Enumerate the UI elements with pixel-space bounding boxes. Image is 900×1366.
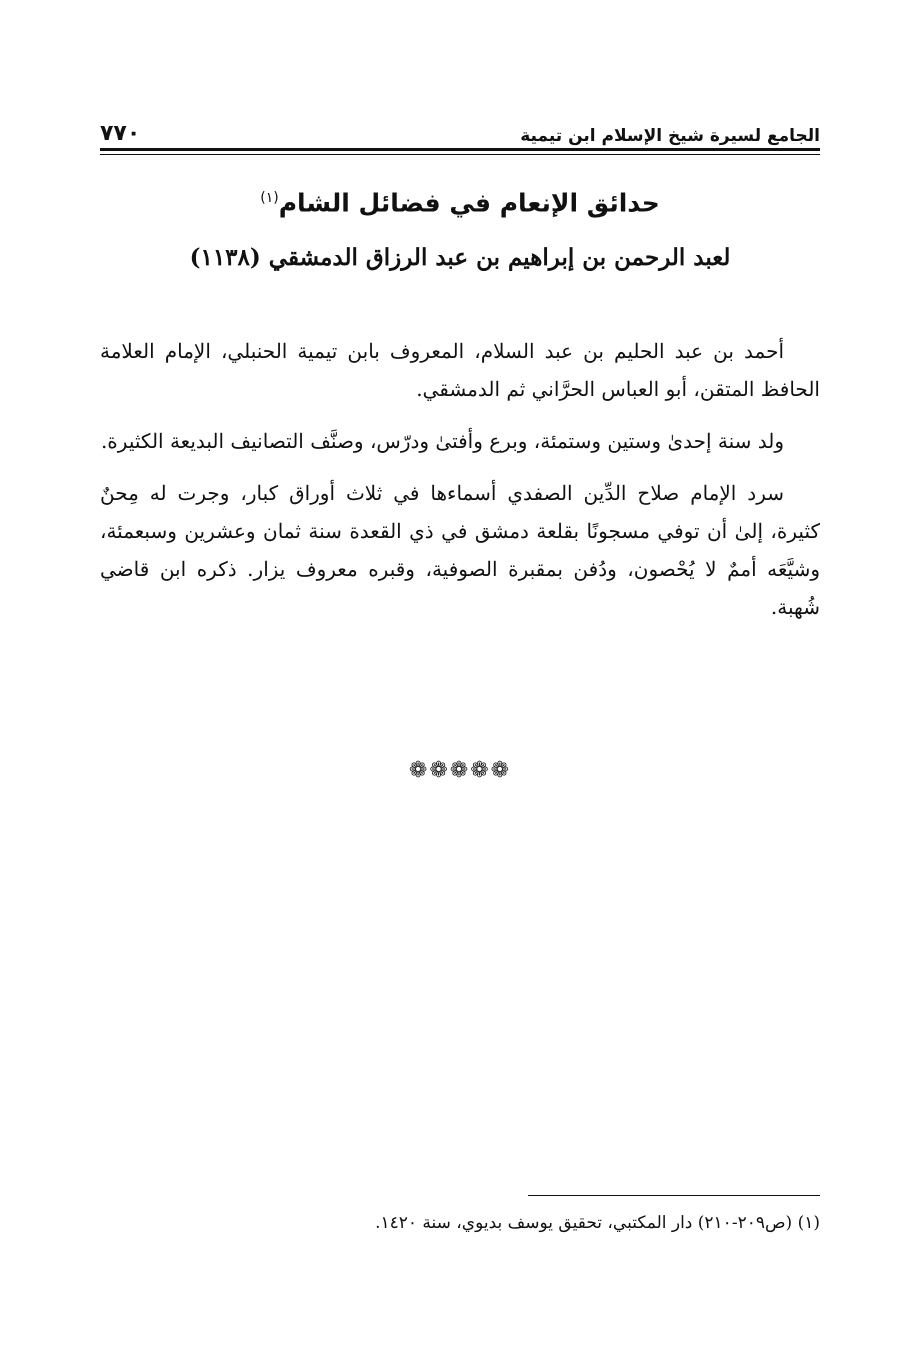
header-rule-thin xyxy=(100,154,820,155)
header-rule-thick xyxy=(100,148,820,151)
running-header xyxy=(100,116,820,146)
body-text xyxy=(100,332,820,640)
footnote-rule xyxy=(528,1195,820,1196)
section-title xyxy=(100,178,820,223)
footnote: (١) (ص٢٠٩-٢١٠) دار المكتبي، تحقيق يوسف بديوي، سنة ١٤٢٠. xyxy=(375,1213,820,1233)
section-title-text: حدائق الإنعام في فضائل الشام xyxy=(278,188,660,218)
footnote-marker: (١) xyxy=(260,190,279,206)
book-title: الجامع لسيرة شيخ الإسلام ابن تيمية xyxy=(520,126,820,146)
paragraph-3: سرد الإمام صلاح الدِّين الصفدي أسماءها في ثلاث أوراق كبار، وجرت له مِحنٌ كثيرة، إلىٰ أن توفي مسجونًا بقلعة دمشق في ذي القعدة سنة ثمان وعشرين وسبعمئة، وشيَّعَه أممٌ لا يُحْصون، ودُفن بمقبرة الصوفية، وقبره معروف يزار. ذكره ابن قاضي شُهبة. xyxy=(100,481,820,619)
paragraph-1: أحمد بن عبد الحليم بن عبد السلام، المعروف بابن تيمية الحنبلي، الإمام العلامة الحافظ المتقن، أبو العباس الحرَّاني ثم الدمشقي. xyxy=(100,339,820,401)
paragraph-2: ولد سنة إحدىٰ وستين وستمئة، وبرع وأفتىٰ ودرّس، وصنَّف التصانيف البديعة الكثيرة. xyxy=(100,429,784,453)
section-end-ornament: ❁❁❁❁❁ xyxy=(408,758,512,783)
page-number: ٧٧٠ xyxy=(100,121,141,146)
section-author: لعبد الرحمن بن إبراهيم بن عبد الرزاق الدمشقي (١١٣٨) xyxy=(189,244,731,271)
